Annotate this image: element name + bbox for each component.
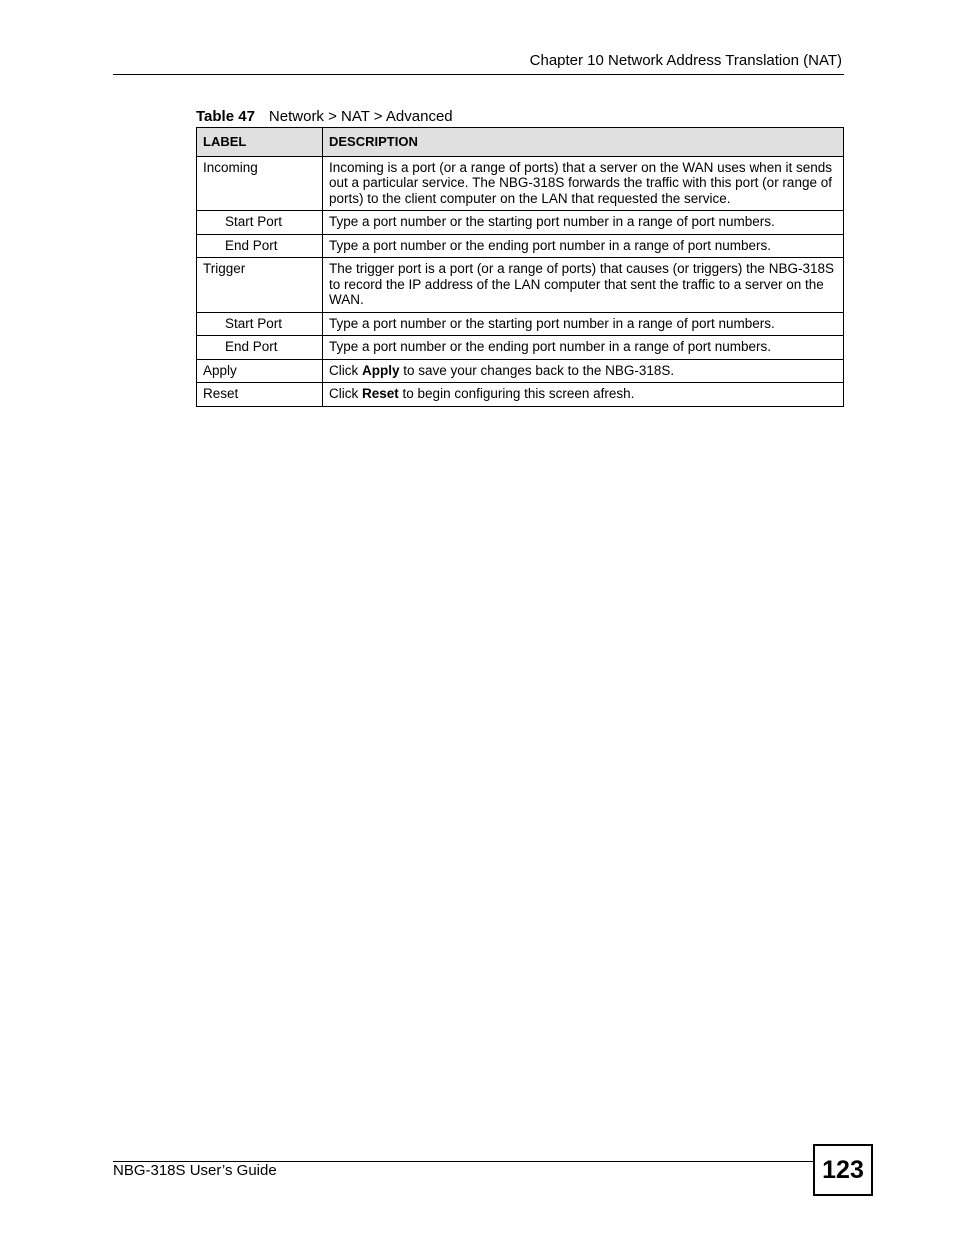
header-rule [113, 74, 844, 75]
table-row [197, 359, 844, 383]
table-row [197, 383, 844, 407]
row-description: Type a port number or the starting port number in a range of port numbers. [323, 211, 844, 235]
row-label: Start Port [197, 211, 323, 235]
row-label: Reset [197, 383, 323, 407]
row-description: Type a port number or the ending port number in a range of port numbers. [323, 336, 844, 360]
nat-advanced-table [196, 127, 844, 407]
table-header-row [197, 128, 844, 157]
row-description: The trigger port is a port (or a range of ports) that causes (or triggers) the NBG-318S to record the IP address of the LAN computer that sent the traffic to a server on the WAN. [323, 258, 844, 313]
table-row [197, 258, 844, 313]
row-label: Start Port [197, 312, 323, 336]
row-description [323, 383, 844, 407]
row-label: Incoming [197, 156, 323, 211]
description-suffix: to save your changes back to the NBG-318S. [399, 362, 675, 378]
table-caption-title: Network > NAT > Advanced [268, 108, 453, 125]
table-row [197, 156, 844, 211]
table-row [197, 312, 844, 336]
row-description: Type a port number or the ending port number in a range of port numbers. [323, 234, 844, 258]
row-label: End Port [197, 234, 323, 258]
table-row [197, 211, 844, 235]
guide-title: NBG-318S User’s Guide [113, 1162, 277, 1179]
table-row [197, 336, 844, 360]
row-label: End Port [197, 336, 323, 360]
description-bold-term: Reset [362, 386, 399, 401]
row-label: Trigger [197, 258, 323, 313]
row-description [323, 359, 844, 383]
description-suffix: to begin configuring this screen afresh. [398, 386, 635, 401]
chapter-header: Chapter 10 Network Address Translation (NAT) [529, 52, 842, 69]
row-description: Incoming is a port (or a range of ports) that a server on the WAN uses when it sends out a particular service. The NBG-318S forwards the traffic with this port (or range of ports) to the client computer on the LAN that requested the service. [323, 156, 844, 211]
description-prefix: Click [329, 386, 362, 401]
row-description: Type a port number or the starting port number in a range of port numbers. [323, 312, 844, 336]
table-row [197, 234, 844, 258]
description-bold-term: Apply [362, 362, 400, 378]
column-header-label: LABEL [197, 128, 323, 157]
table-caption-number: Table 47 [196, 108, 255, 125]
description-prefix: Click [329, 362, 362, 378]
column-header-description: DESCRIPTION [323, 128, 844, 157]
row-label: Apply [197, 359, 323, 383]
table-caption [196, 108, 453, 125]
page-number: 123 [813, 1144, 873, 1196]
